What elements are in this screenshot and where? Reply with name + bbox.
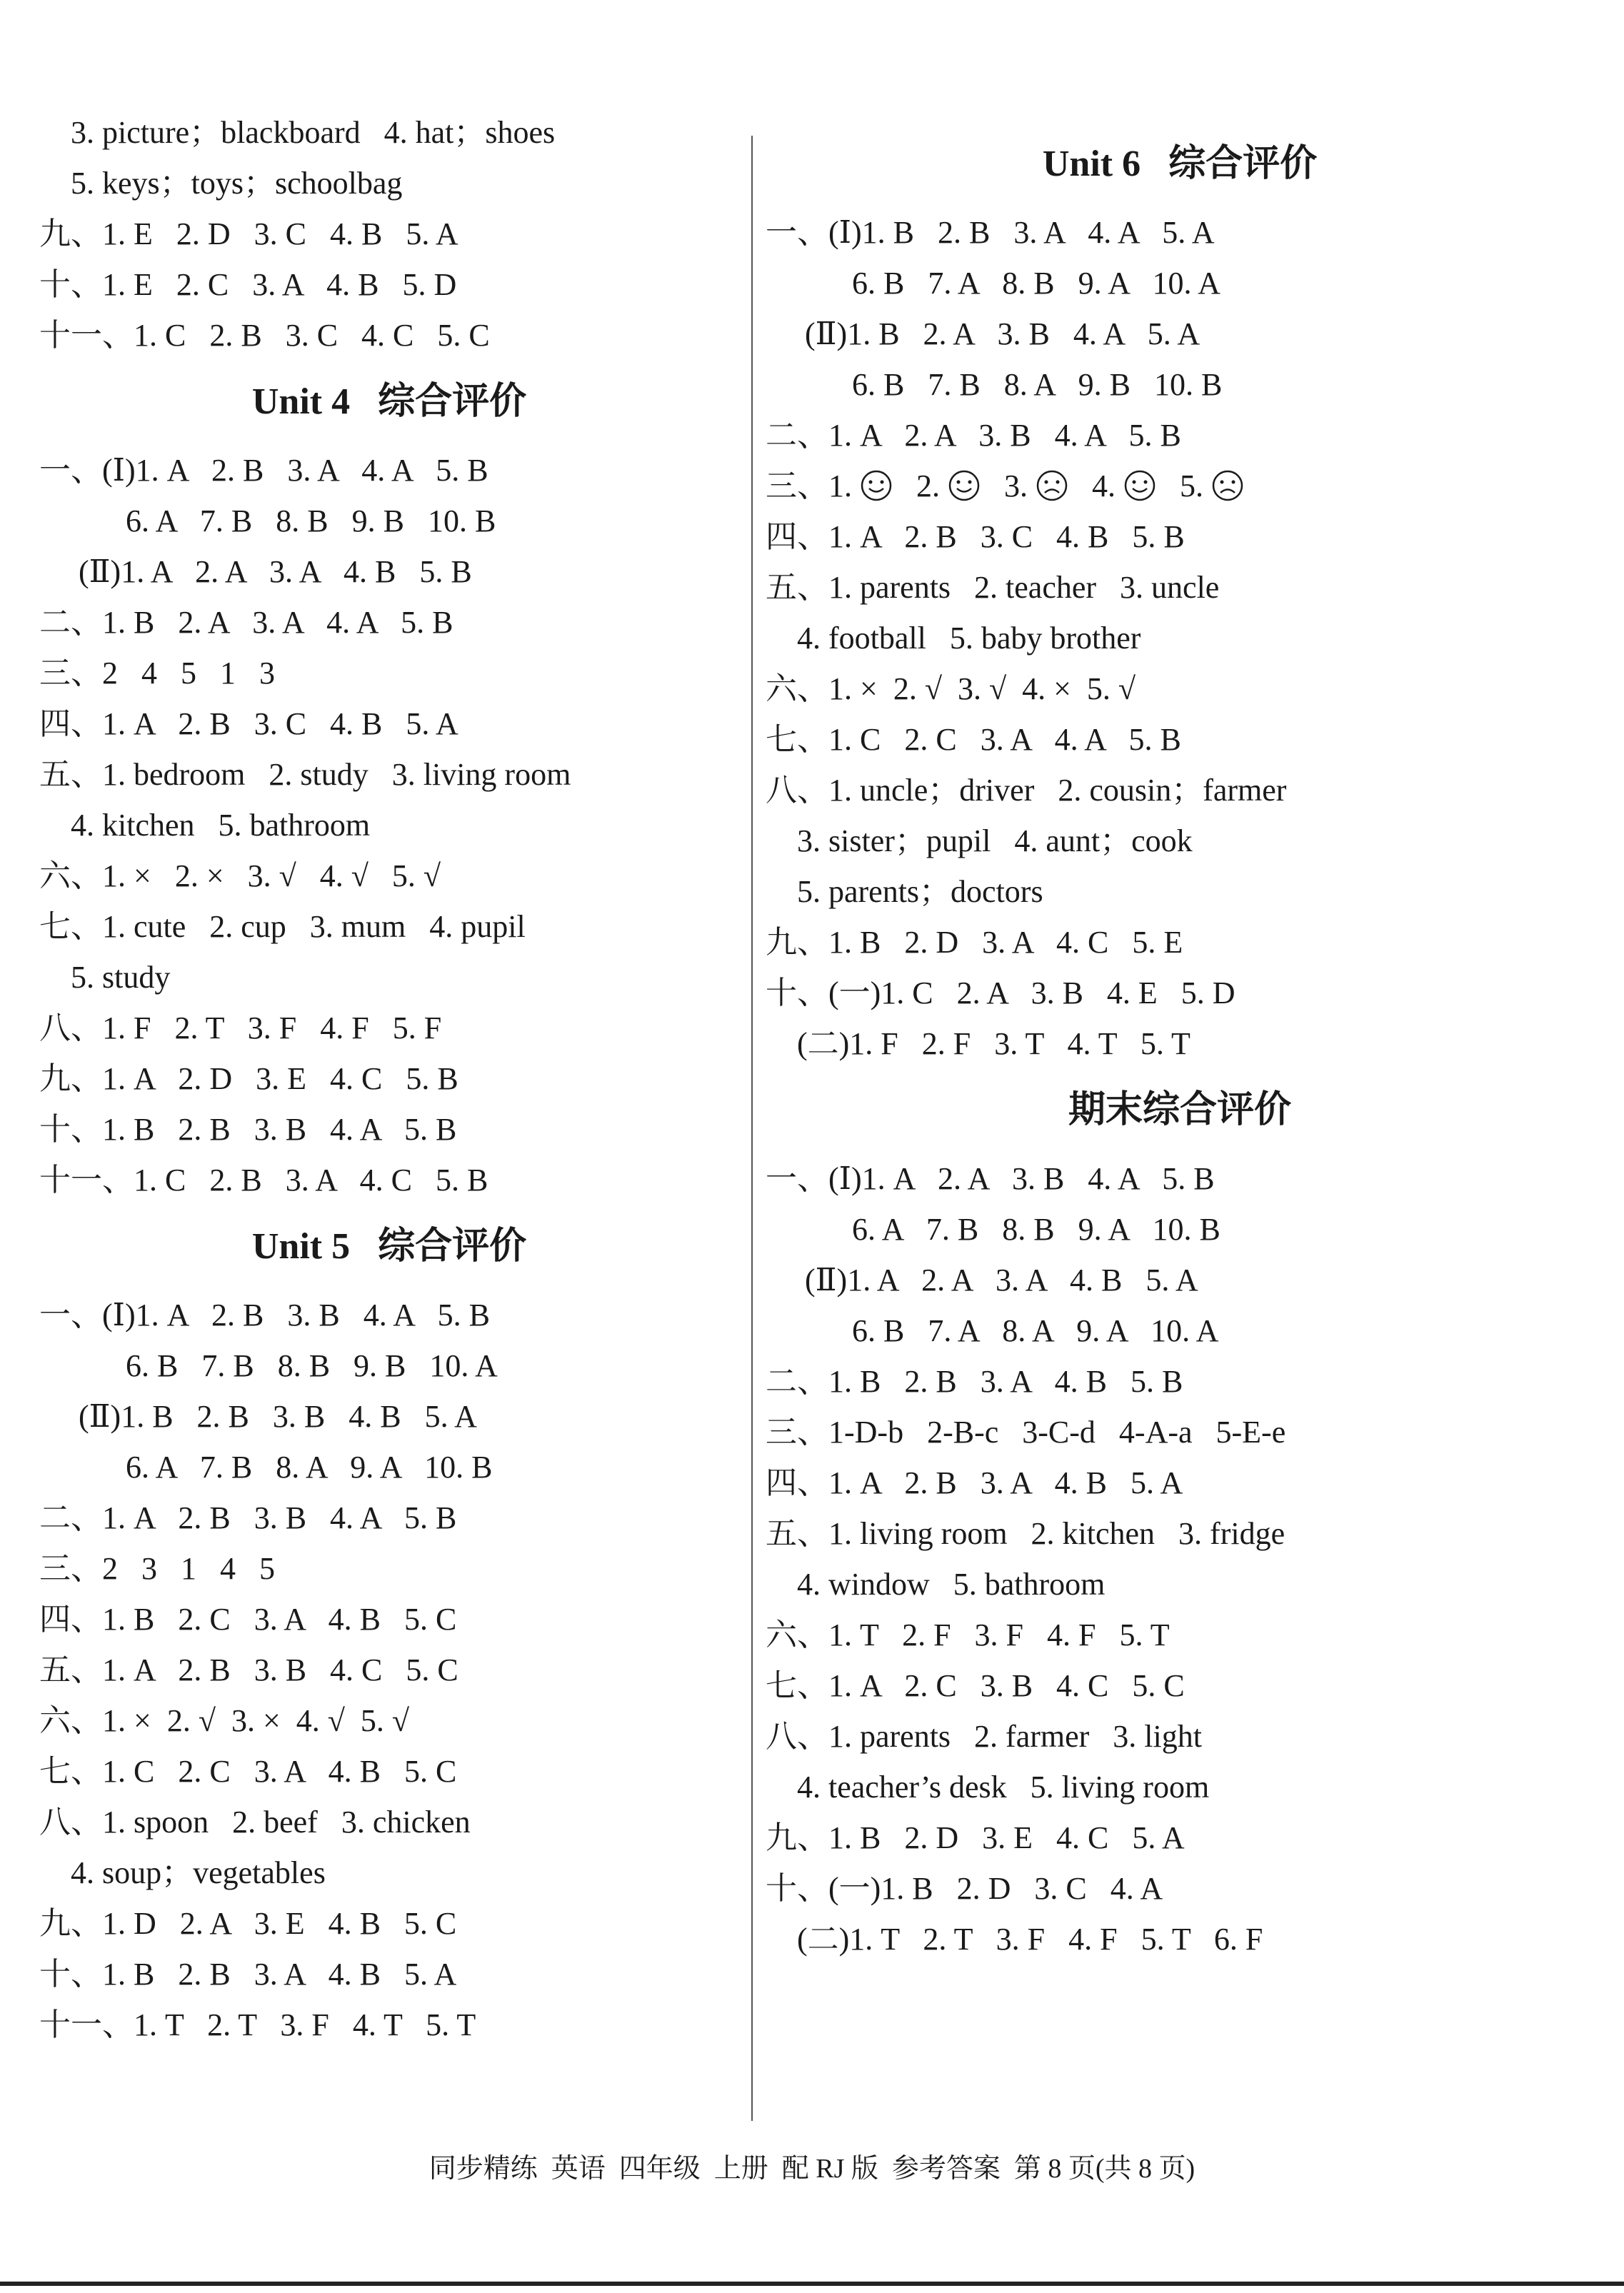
answer-line: 九、1. B 2. D 3. A 4. C 5. E (766, 925, 1183, 960)
answer-line: 八、1. uncle；driver 2. cousin；farmer (766, 773, 1287, 808)
answer-line: 三、1-D-b 2-B-c 3-C-d 4-A-a 5-E-e (766, 1415, 1286, 1450)
smiley-face-icon (948, 469, 981, 502)
answer-line: 八、1. parents 2. farmer 3. light (766, 1719, 1202, 1754)
answer-line: 八、1. F 2. T 3. F 4. F 5. F (39, 1010, 442, 1045)
page-footer: 同步精练 英语 四年级 上册 配 RJ 版 参考答案 第 8 页(共 8 页) (428, 2154, 1196, 2184)
answer-line: 4. window 5. bathroom (766, 1567, 1106, 1602)
answer-line: 三、2 3 1 4 5 (39, 1551, 275, 1586)
answer-line: 四、1. B 2. C 3. A 4. B 5. C (39, 1602, 457, 1637)
answer-line: 十一、1. C 2. B 3. C 4. C 5. C (39, 318, 490, 353)
answer-line: 七、1. A 2. C 3. B 4. C 5. C (766, 1668, 1185, 1703)
answer-line: 四、1. A 2. B 3. C 4. B 5. B (766, 519, 1185, 554)
answer-line: 6. B 7. A 8. A 9. A 10. A (766, 1313, 1219, 1348)
answer-line: 一、(Ⅰ)1. A 2. B 3. B 4. A 5. B (39, 1298, 490, 1333)
answer-line: 6. A 7. B 8. A 9. A 10. B (39, 1450, 493, 1485)
answer-line: 5. keys；toys；schoolbag (39, 166, 403, 201)
answer-line: 一、(Ⅰ)1. B 2. B 3. A 4. A 5. A (766, 215, 1215, 250)
sad-face-icon (1036, 469, 1068, 502)
answer-line: 6. A 7. B 8. B 9. B 10. B (39, 503, 496, 538)
answer-line: 四、1. A 2. B 3. A 4. B 5. A (766, 1465, 1183, 1500)
answer-line: 五、1. parents 2. teacher 3. uncle (766, 570, 1220, 605)
sad-face-icon (1211, 469, 1244, 502)
answer-line: 七、1. C 2. C 3. A 4. B 5. C (39, 1754, 457, 1789)
answer-line: 4. teacher’s desk 5. living room (766, 1770, 1210, 1805)
answer-line: 6. B 7. B 8. A 9. B 10. B (766, 367, 1223, 402)
item-number: 3. (1004, 468, 1028, 503)
bottom-rule (0, 2282, 1624, 2286)
smiley-face-icon (860, 469, 893, 502)
answer-line: 3. sister；pupil 4. aunt；cook (766, 823, 1193, 858)
item-number: 2. (916, 468, 940, 503)
answer-line: 九、1. A 2. D 3. E 4. C 5. B (39, 1061, 458, 1096)
smiley-face-icon (1123, 469, 1156, 502)
item-number: 5. (1180, 468, 1203, 503)
answer-line: 三、2 4 5 1 3 (39, 656, 275, 691)
answer-line: (Ⅱ)1. B 2. A 3. B 4. A 5. A (766, 316, 1201, 351)
answer-line: 六、1. T 2. F 3. F 4. F 5. T (766, 1617, 1170, 1652)
answer-line: 六、1. × 2. × 3. √ 4. √ 5. √ (39, 858, 441, 893)
answer-line: 5. parents；doctors (766, 874, 1043, 909)
answer-line: 十、(一)1. B 2. D 3. C 4. A (766, 1871, 1163, 1906)
answer-line: 二、1. B 2. A 3. A 4. A 5. B (39, 605, 453, 640)
answer-line: 七、1. C 2. C 3. A 4. A 5. B (766, 722, 1181, 757)
answer-line: 4. kitchen 5. bathroom (39, 808, 371, 843)
answer-line: 6. B 7. A 8. B 9. A 10. A (766, 266, 1220, 301)
right-column (766, 107, 1594, 1965)
answer-line: 六、1. × 2. √ 3. × 4. √ 5. √ (39, 1703, 410, 1738)
answer-line: 5. study (39, 960, 171, 995)
item-number: 1. (828, 468, 852, 503)
answer-line: 五、1. living room 2. kitchen 3. fridge (766, 1516, 1285, 1551)
answer-line: 一、(Ⅰ)1. A 2. A 3. B 4. A 5. B (766, 1161, 1215, 1196)
answer-line: 3. picture；blackboard 4. hat；shoes (39, 115, 556, 150)
answer-line: 6. B 7. B 8. B 9. B 10. A (39, 1348, 498, 1383)
answer-line: 二、1. B 2. B 3. A 4. B 5. B (766, 1364, 1183, 1399)
answer-line: 一、(Ⅰ)1. A 2. B 3. A 4. A 5. B (39, 453, 488, 488)
answer-line: (Ⅱ)1. A 2. A 3. A 4. B 5. A (766, 1263, 1198, 1298)
answer-line: 十、(一)1. C 2. A 3. B 4. E 5. D (766, 975, 1235, 1010)
answer-line: 九、1. B 2. D 3. E 4. C 5. A (766, 1820, 1185, 1855)
answer-line: 八、1. spoon 2. beef 3. chicken (39, 1805, 471, 1840)
section-heading: Unit 6 综合评价 (1042, 144, 1318, 184)
column-divider (751, 136, 753, 2121)
section-heading: Unit 5 综合评价 (251, 1226, 527, 1267)
answer-line: 二、1. A 2. B 3. B 4. A 5. B (39, 1500, 457, 1535)
answer-line-faces (766, 461, 1594, 511)
answer-line: 五、1. bedroom 2. study 3. living room (39, 757, 571, 792)
answer-line: 4. football 5. baby brother (766, 621, 1141, 656)
answer-line: 十、1. B 2. B 3. A 4. B 5. A (39, 1957, 457, 1992)
answer-line: 六、1. × 2. √ 3. √ 4. × 5. √ (766, 671, 1136, 706)
answer-line: 6. A 7. B 8. B 9. A 10. B (766, 1212, 1220, 1247)
answer-line: 十一、1. C 2. B 3. A 4. C 5. B (39, 1163, 488, 1198)
answer-line: 五、1. A 2. B 3. B 4. C 5. C (39, 1652, 458, 1687)
section-heading: 期末综合评价 (1068, 1090, 1291, 1130)
answer-line: 九、1. D 2. A 3. E 4. B 5. C (39, 1906, 457, 1941)
answer-line: (二)1. F 2. F 3. T 4. T 5. T (766, 1026, 1191, 1061)
answer-line: 十、1. E 2. C 3. A 4. B 5. D (39, 267, 457, 302)
answer-line: 二、1. A 2. A 3. B 4. A 5. B (766, 418, 1181, 453)
answer-line: 四、1. A 2. B 3. C 4. B 5. A (39, 706, 458, 741)
section-heading: Unit 4 综合评价 (251, 381, 527, 422)
answer-line: (Ⅱ)1. B 2. B 3. B 4. B 5. A (39, 1399, 477, 1434)
answer-line: 七、1. cute 2. cup 3. mum 4. pupil (39, 909, 526, 944)
answer-line: (Ⅱ)1. A 2. A 3. A 4. B 5. B (39, 554, 472, 589)
answer-line: 九、1. E 2. D 3. C 4. B 5. A (39, 216, 458, 251)
answer-line: (二)1. T 2. T 3. F 4. F 5. T 6. F (766, 1922, 1263, 1957)
answer-line: 十一、1. T 2. T 3. F 4. T 5. T (39, 2007, 476, 2042)
answer-line: 十、1. B 2. B 3. B 4. A 5. B (39, 1112, 457, 1147)
left-column (39, 107, 739, 2050)
item-number: 4. (1092, 468, 1116, 503)
question-number: 三、 (766, 468, 828, 503)
answer-line: 4. soup；vegetables (39, 1855, 326, 1890)
